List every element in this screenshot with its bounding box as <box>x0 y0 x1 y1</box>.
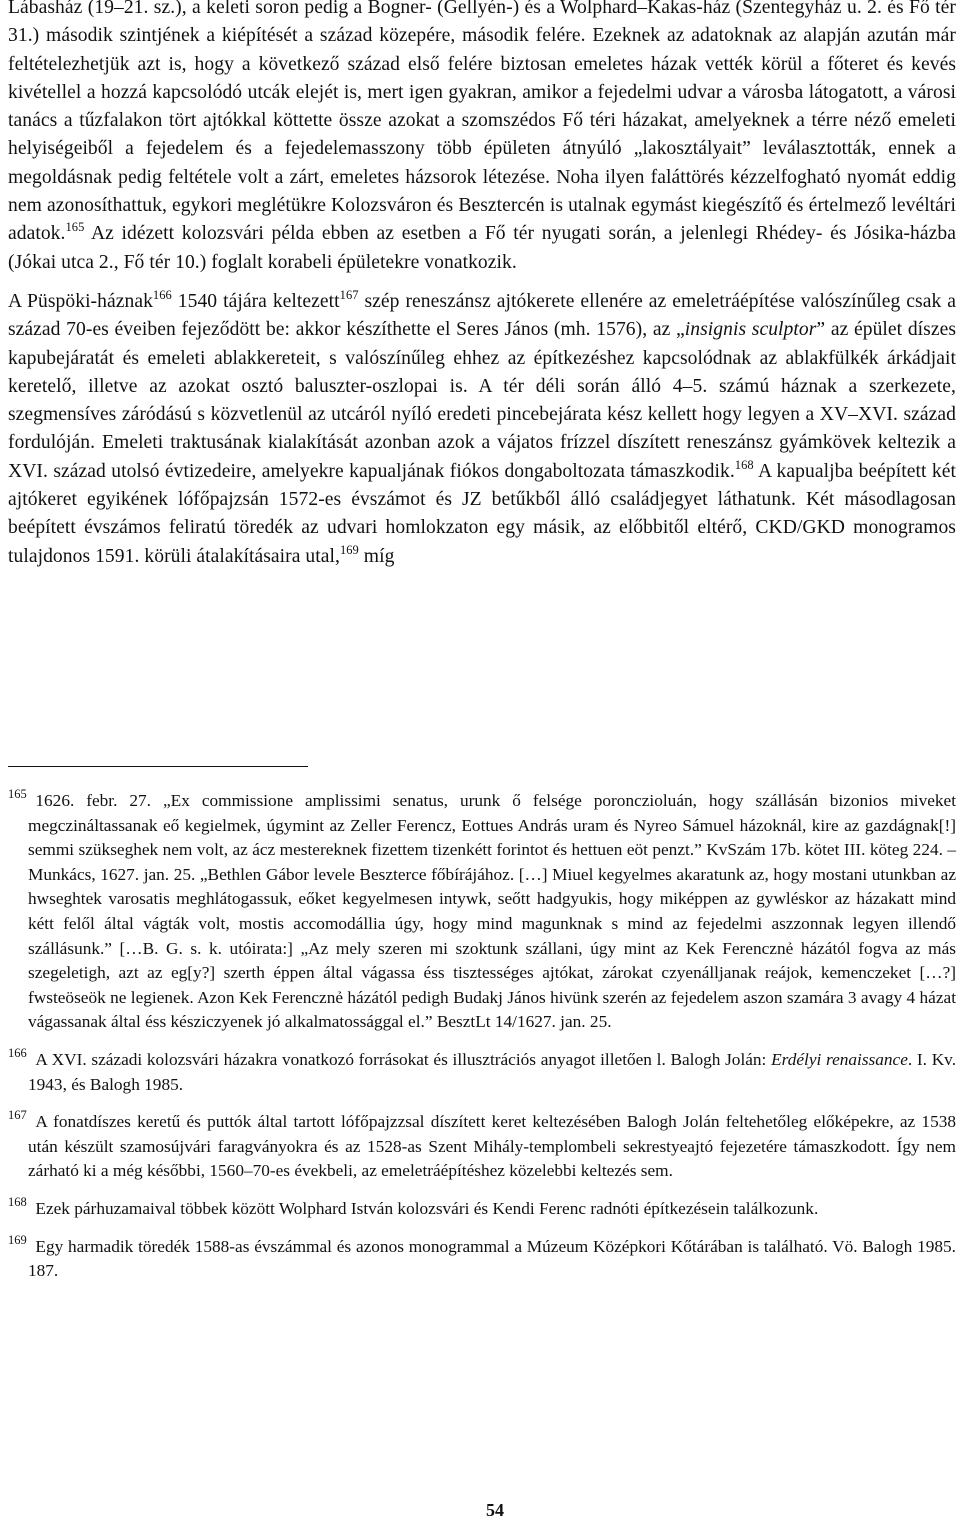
footnote <box>8 1045 957 1097</box>
text-run: A Püspöki-háznak <box>8 290 153 312</box>
text-run: míg <box>358 545 395 567</box>
footnote-number: 169 <box>8 1232 27 1247</box>
footnote-reference: 169 <box>339 542 359 557</box>
footnote <box>8 1108 956 1184</box>
page-number: 54 <box>486 1500 504 1520</box>
text-run: ” az épület díszes kapubejáratát és emeleti ablakkereteit, s valószínűleg ehhez az építkezéshez kapcsolódnak az ablakfülkék árkádjait keretelő, illetve az azokat osztó baluszter-oszlopai is. A tér déli során álló 4–5. számú háznak a szerkezete, szegmensíves záródású s közvetlenül az utcáról nyíló eredeti pincebejárata kész kellett hogy legyen a XV–XVI. század fordulóján. Emeleti traktusának kialakítását azonban azok a vájatos frízzel díszített reneszánsz gyámkövek keltezik a XVI. század utolsó évtizedeire, amelyekre kapualjának fiókos dongaboltozata támaszkodik. <box>8 319 957 482</box>
text-run: Az idézett kolozsvári példa ebben az esetben a Fő tér nyugati során, a jelenlegi Rhédey- és Jósika-házba (Jókai utca 2., Fő tér 10.) foglalt korabeli épületekre vonatkozik. <box>8 223 956 273</box>
footnote <box>8 1194 956 1222</box>
footnote-number: 166 <box>8 1045 27 1060</box>
footnote-reference: 167 <box>339 287 359 302</box>
footnote <box>8 787 956 1035</box>
text-run: A fonatdíszes keretű és puttók által tartott lófőpajzzsal díszített keret keltezésében Balogh Jolán feltehetőleg előképekre, az 1538 után készült szamosújvári faragványokra és az 1528-as Szent Mihály-templombeli sekrestyeajtó fejezetére támaszkodott. Így nem zárható ki a még későbbi, 1560–70-es évekbeli, az emeletráépítéshez közelebbi keltezés sem. <box>28 1112 956 1181</box>
footnote-separator <box>8 766 308 767</box>
footnote-number: 168 <box>8 1194 27 1209</box>
main-text <box>8 0 956 571</box>
footnotes <box>8 787 957 1284</box>
text-run: . I. Kv. 1943, és Balogh 1985. <box>28 1049 957 1094</box>
text-run: A kapualjba beépített két ajtókeret egyikének lófőpajzsán 1572-es évszámot és JZ betűkből álló családjegyet láthatunk. Két másodlagosan beépített évszámos feliratú töredék az udvari homlokzaton egy másik, az előbbitől eltérő, CKD/GKD monogramos tulajdonos 1591. körüli átalakításaira utal, <box>8 460 956 567</box>
text-run: 1540 tájára keltezett <box>171 290 340 312</box>
text-run: A XVI. századi kolozsvári házakra vonatkozó forrásokat és illusztrációs anyagot illetően l. Balogh Jolán: <box>35 1049 772 1069</box>
text-run: Ezek párhuzamaival többek között Wolphard István kolozsvári és Kendi Ferenc radnóti építkezésein találkozunk. <box>35 1198 819 1218</box>
paragraph <box>8 288 956 571</box>
footnote-reference: 166 <box>152 287 172 302</box>
italic-text: insignis sculptor <box>684 319 817 341</box>
text-run: Lábasház (19–21. sz.), a keleti soron pedig a Bogner- (Gellyén-) és a Wolphard–Kakas-ház (Szentegyház u. 2. és Fő tér 31.) második szintjének a kiépítését a század közepére, második felére. Ezeknek az adatoknak az alapján azután már feltételezhetjük azt is, hogy a következő század első felére biztosan emeletes házak vették körül a főteret és kevés kivétellel a hozzá kapcsolódó utcák elejét is, mert igen gyakran, amikor a fejedelmi udvar a városba látogatott, a városi tanács a tűzfalakon tört ajtókkal köttette össze azokat a szomszédos Fő téri házakat, amelyeknek a térre néző emeleti helyiségeiből a fejedelem és a fejedelemasszony több épületen átnyúló „lakosztályait” leválasztották, ennek a megoldásnak pedig feltétele volt a zárt, emeletes házsorok létezése. Noha ilyen faláttörés kézzelfogható nyomát eddig nem azonosíthattuk, egykori meglétükre Kolozsváron és Besztercén is utalnak egymást kiegészítő és értelmező levéltári adatok. <box>8 0 956 245</box>
italic-text: Erdélyi renaissance <box>771 1049 908 1069</box>
paragraph <box>8 0 956 277</box>
text-run: Egy harmadik töredék 1588-as évszámmal és azonos monogrammal a Múzeum Középkori Kőtárában is található. Vö. Balogh 1985. 187. <box>28 1236 956 1281</box>
text-run: szép reneszánsz ajtókerete ellenére az emeletráépítése valószínűleg csak a század 70-es éveiben fejeződött be: akkor készíthette el Seres János (mh. 1576), az „ <box>8 290 956 341</box>
footnote-reference: 165 <box>65 220 85 235</box>
footnote-number: 167 <box>8 1108 27 1123</box>
footnote <box>8 1232 956 1284</box>
text-run: 1626. febr. 27. „Ex commissione amplissimi senatus, urunk ő felsége poronczioluán, hogy szállásán bizonios miveket megczináltassanak eő kegielmek, úgymint az Zeller Ferencz, Eottues András uram és Nyreo Sámuel házoknál, kire az gazdágnak[!] semmi szükseghek nem volt, az ácz mestereknek fizettem tizenkétt forintot és hettuen eöt penzt.” KvSzám 17b. kötet III. köteg 224. – Munkács, 1627. jan. 25. „Bethlen Gábor levele Beszterce főbírájához. […] Miuel kegyelmes akaratunk az, hogy mostani utunkban az hwseghtek varosatis meghlátogassuk, eőket kegyelmesen intywk, seőtt hadgyukis, hogy miképpen az gywléskor az házakatt mind kétt felől által vágták volt, mostis accomodállia úgy, hogy mind magunknak s mind az fejedelmi aszzonnak legyen illendő szállásunk.” […B. G. s. k. utóirata:] „Az mely szeren mi szoktunk szállani, úgy mint az Kek Ferencznẻ házától fogva az más szegeletigh, azt az eg[y?] szerth éppen által vágassa éss tisztességes ajtókat, zárokat czyenálljanak reájok, kemenczeket […?] fwsteöseök ne legienek. Azon Kek Ferencznẻ házától pedigh Budakj János hivünk szerén az fejedelem aszon szamára 3 avagy 4 házat vágassanak által éss késziczyenek jó alkalmatossággal el.” BesztLt 14/1627. jan. 25. <box>28 791 956 1032</box>
footnote-reference: 168 <box>734 457 754 472</box>
footnote-number: 165 <box>8 787 27 801</box>
